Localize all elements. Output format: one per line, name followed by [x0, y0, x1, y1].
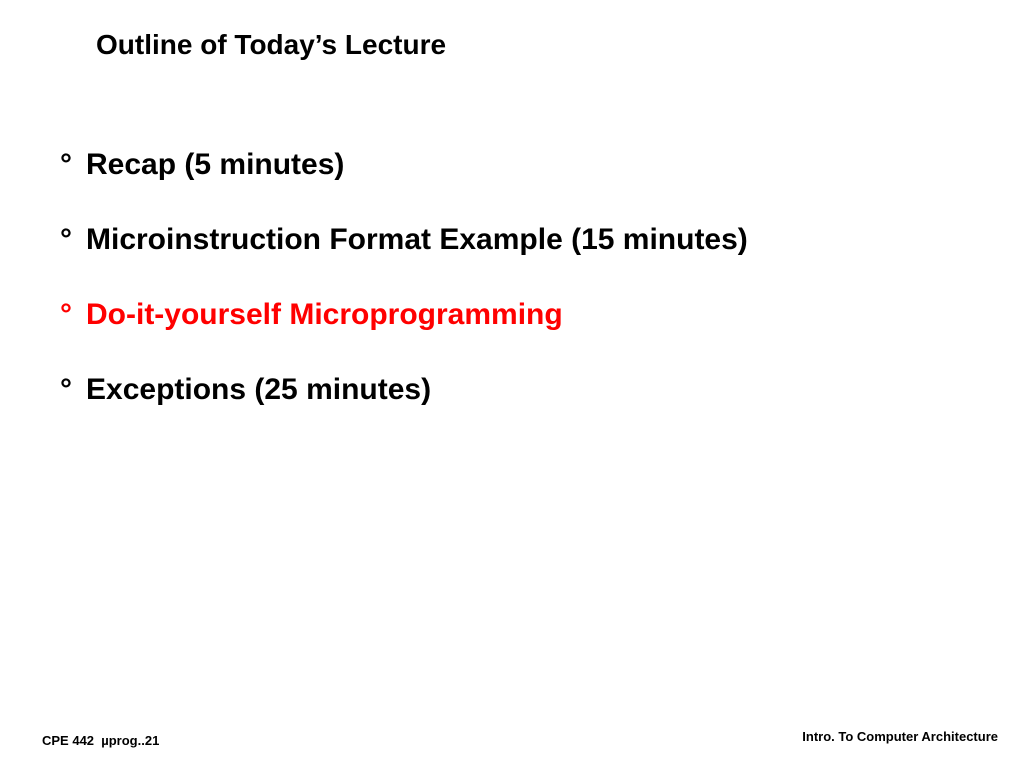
slide-title: Outline of Today’s Lecture — [96, 29, 447, 60]
bullet-item-diy-microprogramming — [60, 294, 748, 369]
bullet-text: Microinstruction Format Example (15 minutes) — [86, 223, 748, 256]
bullet-list — [60, 144, 748, 444]
footer-course-label: CPE 442 µprog..21 — [42, 733, 160, 748]
bullet-item-microinstruction-format — [60, 219, 748, 294]
bullet-marker-icon: ° — [60, 373, 72, 406]
footer-course-title: Intro. To Computer Architecture — [802, 729, 998, 744]
bullet-marker-icon: ° — [60, 298, 72, 331]
bullet-item-recap — [60, 144, 748, 219]
bullet-marker-icon: ° — [60, 223, 72, 256]
bullet-text: Exceptions (25 minutes) — [86, 373, 432, 406]
bullet-marker-icon: ° — [60, 148, 72, 181]
bullet-text: Do-it-yourself Microprogramming — [86, 298, 563, 331]
bullet-item-exceptions — [60, 369, 748, 444]
bullet-text: Recap (5 minutes) — [86, 148, 345, 181]
